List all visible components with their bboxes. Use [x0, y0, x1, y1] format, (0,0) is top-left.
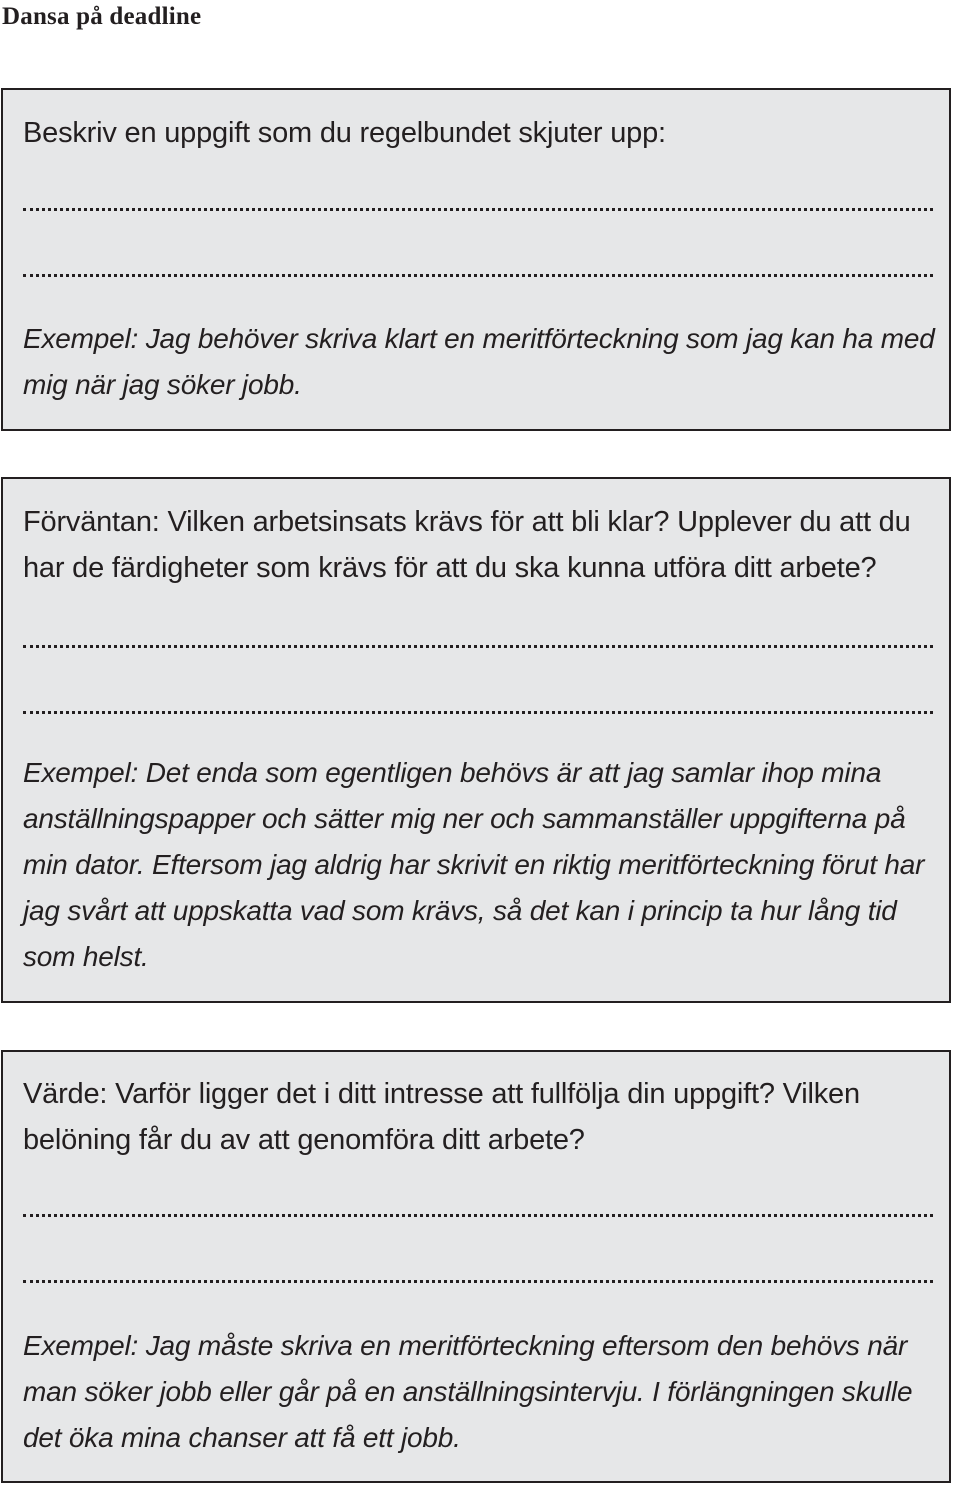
answer-line-4[interactable] — [23, 711, 933, 714]
exercise-box-task — [1, 88, 951, 431]
answer-line-6[interactable] — [23, 1280, 933, 1283]
exercise-box-expectation — [1, 477, 951, 1003]
answer-line-3[interactable] — [23, 645, 933, 648]
value-prompt: Värde: Varför ligger det i ditt intresse att fullfölja din uppgift? Vilken belöning får du av att genomföra ditt arbete? — [23, 1078, 860, 1156]
page-title: Dansa på deadline — [2, 3, 202, 30]
task-prompt: Beskriv en uppgift som du regelbundet skjuter upp: — [23, 117, 666, 149]
answer-line-5[interactable] — [23, 1214, 933, 1217]
exercise-box-value — [1, 1050, 951, 1483]
answer-line-1[interactable] — [23, 208, 933, 211]
expectation-example: Exempel: Det enda som egentligen behövs är att jag samlar ihop mina anställningspapper och sätter mig ner och sammanställer uppgifterna på min dator. Eftersom jag aldrig har skrivit en riktig meritförteckning förut har jag svårt att uppskatta vad som krävs, så det kan i princip ta hur lång tid som helst. — [23, 757, 925, 972]
answer-line-2[interactable] — [23, 274, 933, 277]
task-example: Exempel: Jag behöver skriva klart en meritförteckning som jag kan ha med mig när jag söker jobb. — [23, 323, 935, 400]
expectation-prompt: Förväntan: Vilken arbetsinsats krävs för att bli klar? Upplever du att du har de färdigheter som krävs för att du ska kunna utföra ditt arbete? — [23, 506, 911, 584]
value-example: Exempel: Jag måste skriva en meritförteckning eftersom den behövs när man söker jobb eller går på en anställningsintervju. I förlängningen skulle det öka mina chanser att få ett jobb. — [23, 1330, 913, 1453]
